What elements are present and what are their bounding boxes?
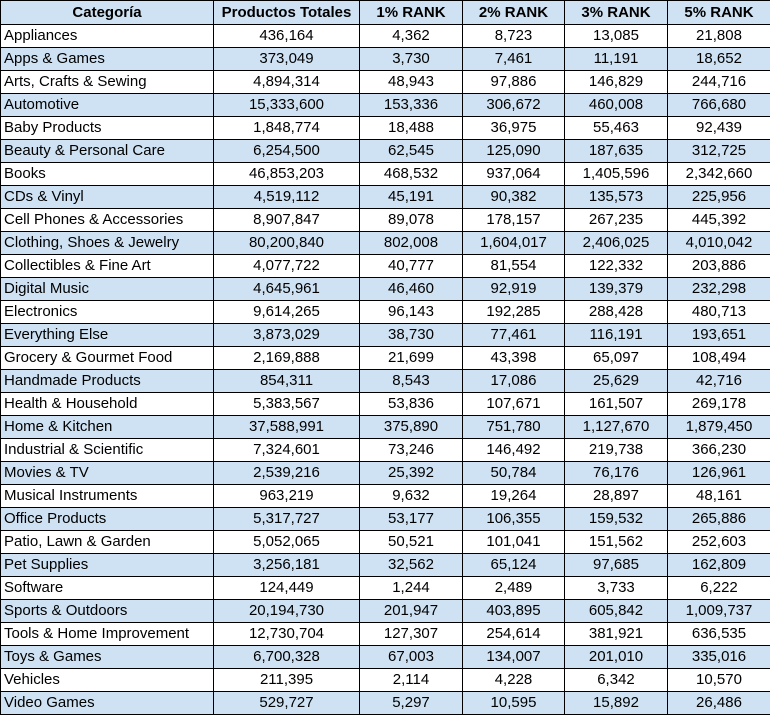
value-cell: 28,897: [565, 485, 668, 508]
table-row: [1, 370, 770, 393]
column-header: 5% RANK: [668, 1, 770, 25]
value-cell: 3,730: [360, 48, 463, 71]
value-cell: 17,086: [463, 370, 565, 393]
table-row: [1, 255, 770, 278]
table-row: [1, 209, 770, 232]
category-cell: Beauty & Personal Care: [1, 140, 214, 163]
value-cell: 81,554: [463, 255, 565, 278]
value-cell: 7,461: [463, 48, 565, 71]
value-cell: 5,317,727: [214, 508, 360, 531]
value-cell: 203,886: [668, 255, 770, 278]
value-cell: 4,362: [360, 25, 463, 48]
category-cell: Pet Supplies: [1, 554, 214, 577]
value-cell: 146,492: [463, 439, 565, 462]
category-cell: Office Products: [1, 508, 214, 531]
value-cell: 267,235: [565, 209, 668, 232]
value-cell: 1,009,737: [668, 600, 770, 623]
value-cell: 2,342,660: [668, 163, 770, 186]
value-cell: 335,016: [668, 646, 770, 669]
value-cell: 6,222: [668, 577, 770, 600]
value-cell: 1,604,017: [463, 232, 565, 255]
value-cell: 9,632: [360, 485, 463, 508]
table-row: [1, 301, 770, 324]
value-cell: 48,943: [360, 71, 463, 94]
value-cell: 187,635: [565, 140, 668, 163]
value-cell: 153,336: [360, 94, 463, 117]
value-cell: 73,246: [360, 439, 463, 462]
value-cell: 125,090: [463, 140, 565, 163]
value-cell: 106,355: [463, 508, 565, 531]
category-cell: Industrial & Scientific: [1, 439, 214, 462]
category-cell: CDs & Vinyl: [1, 186, 214, 209]
value-cell: 45,191: [360, 186, 463, 209]
value-cell: 161,507: [565, 393, 668, 416]
category-cell: Software: [1, 577, 214, 600]
value-cell: 38,730: [360, 324, 463, 347]
table-row: [1, 140, 770, 163]
value-cell: 124,449: [214, 577, 360, 600]
value-cell: 96,143: [360, 301, 463, 324]
value-cell: 55,463: [565, 117, 668, 140]
value-cell: 80,200,840: [214, 232, 360, 255]
value-cell: 529,727: [214, 692, 360, 715]
value-cell: 62,545: [360, 140, 463, 163]
value-cell: 1,879,450: [668, 416, 770, 439]
value-cell: 67,003: [360, 646, 463, 669]
value-cell: 43,398: [463, 347, 565, 370]
value-cell: 50,521: [360, 531, 463, 554]
value-cell: 306,672: [463, 94, 565, 117]
value-cell: 53,177: [360, 508, 463, 531]
value-cell: 4,010,042: [668, 232, 770, 255]
value-cell: 25,392: [360, 462, 463, 485]
value-cell: 211,395: [214, 669, 360, 692]
category-cell: Tools & Home Improvement: [1, 623, 214, 646]
table-row: [1, 577, 770, 600]
value-cell: 8,543: [360, 370, 463, 393]
value-cell: 192,285: [463, 301, 565, 324]
value-cell: 25,629: [565, 370, 668, 393]
category-cell: Digital Music: [1, 278, 214, 301]
value-cell: 766,680: [668, 94, 770, 117]
value-cell: 8,907,847: [214, 209, 360, 232]
value-cell: 50,784: [463, 462, 565, 485]
value-cell: 3,873,029: [214, 324, 360, 347]
value-cell: 6,342: [565, 669, 668, 692]
category-cell: Movies & TV: [1, 462, 214, 485]
value-cell: 42,716: [668, 370, 770, 393]
category-cell: Grocery & Gourmet Food: [1, 347, 214, 370]
value-cell: 19,264: [463, 485, 565, 508]
value-cell: 92,439: [668, 117, 770, 140]
value-cell: 854,311: [214, 370, 360, 393]
category-cell: Apps & Games: [1, 48, 214, 71]
value-cell: 375,890: [360, 416, 463, 439]
value-cell: 254,614: [463, 623, 565, 646]
value-cell: 480,713: [668, 301, 770, 324]
table-row: [1, 94, 770, 117]
table-row: [1, 554, 770, 577]
category-cell: Everything Else: [1, 324, 214, 347]
value-cell: 89,078: [360, 209, 463, 232]
value-cell: 76,176: [565, 462, 668, 485]
value-cell: 963,219: [214, 485, 360, 508]
value-cell: 4,519,112: [214, 186, 360, 209]
value-cell: 18,652: [668, 48, 770, 71]
value-cell: 802,008: [360, 232, 463, 255]
table-row: [1, 462, 770, 485]
value-cell: 13,085: [565, 25, 668, 48]
value-cell: 2,114: [360, 669, 463, 692]
value-cell: 445,392: [668, 209, 770, 232]
value-cell: 6,254,500: [214, 140, 360, 163]
table-row: [1, 692, 770, 715]
value-cell: 9,614,265: [214, 301, 360, 324]
value-cell: 5,383,567: [214, 393, 360, 416]
category-cell: Automotive: [1, 94, 214, 117]
header-row: [1, 1, 770, 25]
value-cell: 1,405,596: [565, 163, 668, 186]
value-cell: 37,588,991: [214, 416, 360, 439]
value-cell: 15,892: [565, 692, 668, 715]
value-cell: 12,730,704: [214, 623, 360, 646]
table-row: [1, 71, 770, 94]
column-header: Productos Totales: [214, 1, 360, 25]
value-cell: 2,169,888: [214, 347, 360, 370]
value-cell: 139,379: [565, 278, 668, 301]
value-cell: 122,332: [565, 255, 668, 278]
value-cell: 21,699: [360, 347, 463, 370]
value-cell: 26,486: [668, 692, 770, 715]
value-cell: 53,836: [360, 393, 463, 416]
table-row: [1, 347, 770, 370]
value-cell: 90,382: [463, 186, 565, 209]
value-cell: 4,228: [463, 669, 565, 692]
value-cell: 5,297: [360, 692, 463, 715]
value-cell: 20,194,730: [214, 600, 360, 623]
value-cell: 107,671: [463, 393, 565, 416]
value-cell: 5,052,065: [214, 531, 360, 554]
table-row: [1, 324, 770, 347]
value-cell: 366,230: [668, 439, 770, 462]
value-cell: 381,921: [565, 623, 668, 646]
category-cell: Appliances: [1, 25, 214, 48]
value-cell: 92,919: [463, 278, 565, 301]
value-cell: 135,573: [565, 186, 668, 209]
value-cell: 116,191: [565, 324, 668, 347]
value-cell: 605,842: [565, 600, 668, 623]
value-cell: 193,651: [668, 324, 770, 347]
value-cell: 373,049: [214, 48, 360, 71]
category-cell: Video Games: [1, 692, 214, 715]
value-cell: 4,645,961: [214, 278, 360, 301]
value-cell: 751,780: [463, 416, 565, 439]
value-cell: 2,406,025: [565, 232, 668, 255]
value-cell: 65,097: [565, 347, 668, 370]
column-header: 1% RANK: [360, 1, 463, 25]
value-cell: 265,886: [668, 508, 770, 531]
value-cell: 201,010: [565, 646, 668, 669]
value-cell: 244,716: [668, 71, 770, 94]
value-cell: 10,570: [668, 669, 770, 692]
value-cell: 3,256,181: [214, 554, 360, 577]
value-cell: 178,157: [463, 209, 565, 232]
category-cell: Sports & Outdoors: [1, 600, 214, 623]
table-body: [1, 25, 770, 715]
column-header: 3% RANK: [565, 1, 668, 25]
value-cell: 40,777: [360, 255, 463, 278]
value-cell: 162,809: [668, 554, 770, 577]
column-header: 2% RANK: [463, 1, 565, 25]
category-cell: Patio, Lawn & Garden: [1, 531, 214, 554]
table-row: [1, 485, 770, 508]
value-cell: 1,848,774: [214, 117, 360, 140]
value-cell: 11,191: [565, 48, 668, 71]
value-cell: 436,164: [214, 25, 360, 48]
category-cell: Toys & Games: [1, 646, 214, 669]
value-cell: 159,532: [565, 508, 668, 531]
value-cell: 108,494: [668, 347, 770, 370]
value-cell: 403,895: [463, 600, 565, 623]
value-cell: 18,488: [360, 117, 463, 140]
category-cell: Cell Phones & Accessories: [1, 209, 214, 232]
category-cell: Musical Instruments: [1, 485, 214, 508]
value-cell: 151,562: [565, 531, 668, 554]
value-cell: 126,961: [668, 462, 770, 485]
category-cell: Home & Kitchen: [1, 416, 214, 439]
table-row: [1, 278, 770, 301]
table-row: [1, 416, 770, 439]
value-cell: 10,595: [463, 692, 565, 715]
table-row: [1, 393, 770, 416]
value-cell: 2,539,216: [214, 462, 360, 485]
table-row: [1, 531, 770, 554]
value-cell: 4,894,314: [214, 71, 360, 94]
value-cell: 46,460: [360, 278, 463, 301]
table-row: [1, 623, 770, 646]
value-cell: 468,532: [360, 163, 463, 186]
category-cell: Books: [1, 163, 214, 186]
value-cell: 134,007: [463, 646, 565, 669]
value-cell: 312,725: [668, 140, 770, 163]
value-cell: 32,562: [360, 554, 463, 577]
value-cell: 7,324,601: [214, 439, 360, 462]
category-cell: Arts, Crafts & Sewing: [1, 71, 214, 94]
table-row: [1, 232, 770, 255]
table-row: [1, 669, 770, 692]
value-cell: 937,064: [463, 163, 565, 186]
value-cell: 1,244: [360, 577, 463, 600]
table-row: [1, 439, 770, 462]
value-cell: 460,008: [565, 94, 668, 117]
value-cell: 252,603: [668, 531, 770, 554]
category-cell: Clothing, Shoes & Jewelry: [1, 232, 214, 255]
category-cell: Vehicles: [1, 669, 214, 692]
table-row: [1, 646, 770, 669]
value-cell: 219,738: [565, 439, 668, 462]
value-cell: 225,956: [668, 186, 770, 209]
value-cell: 48,161: [668, 485, 770, 508]
value-cell: 77,461: [463, 324, 565, 347]
value-cell: 232,298: [668, 278, 770, 301]
table-row: [1, 508, 770, 531]
table-row: [1, 25, 770, 48]
category-cell: Electronics: [1, 301, 214, 324]
value-cell: 201,947: [360, 600, 463, 623]
table-row: [1, 600, 770, 623]
value-cell: 8,723: [463, 25, 565, 48]
table-row: [1, 186, 770, 209]
value-cell: 101,041: [463, 531, 565, 554]
category-cell: Baby Products: [1, 117, 214, 140]
table-row: [1, 163, 770, 186]
value-cell: 97,886: [463, 71, 565, 94]
value-cell: 46,853,203: [214, 163, 360, 186]
category-cell: Health & Household: [1, 393, 214, 416]
value-cell: 636,535: [668, 623, 770, 646]
value-cell: 97,685: [565, 554, 668, 577]
value-cell: 3,733: [565, 577, 668, 600]
value-cell: 269,178: [668, 393, 770, 416]
value-cell: 288,428: [565, 301, 668, 324]
value-cell: 146,829: [565, 71, 668, 94]
table-row: [1, 117, 770, 140]
value-cell: 21,808: [668, 25, 770, 48]
table-row: [1, 48, 770, 71]
value-cell: 2,489: [463, 577, 565, 600]
value-cell: 127,307: [360, 623, 463, 646]
value-cell: 36,975: [463, 117, 565, 140]
value-cell: 15,333,600: [214, 94, 360, 117]
category-cell: Collectibles & Fine Art: [1, 255, 214, 278]
column-header: Categoría: [1, 1, 214, 25]
value-cell: 6,700,328: [214, 646, 360, 669]
value-cell: 65,124: [463, 554, 565, 577]
value-cell: 1,127,670: [565, 416, 668, 439]
category-cell: Handmade Products: [1, 370, 214, 393]
value-cell: 4,077,722: [214, 255, 360, 278]
